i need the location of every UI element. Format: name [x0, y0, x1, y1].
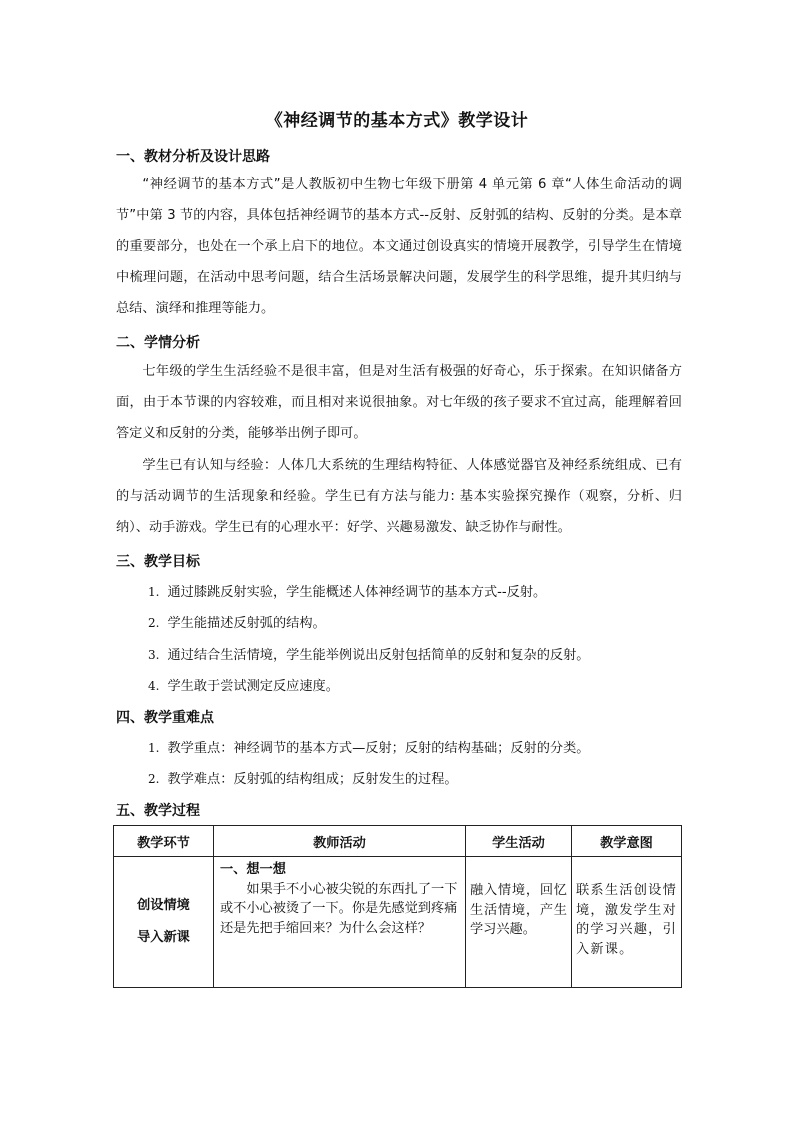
objective-item — [148, 644, 589, 663]
section-heading-analysis: 一、教材分析及设计思路 — [116, 149, 270, 165]
stage-line: 创设情境 — [137, 898, 190, 913]
column-header-student: 学生活动 — [466, 826, 572, 857]
section-paragraph-learner-1: 七年级的学生生活经验不是很丰富，但是对生活有极强的好奇心，乐于探索。在知识储备方面，由于本节课的内容较难，而且相对来说很抽象。对七年级的孩子要求不宜过高，能理解着回答定义和反射的分类，能够举出例子即可。 — [116, 364, 682, 441]
objective-item — [148, 612, 326, 631]
key-point-item — [148, 768, 458, 787]
table-row — [114, 857, 682, 988]
objective-text: 通过结合生活情境，学生能举例说出反射包括简单的反射和复杂的反射。 — [167, 648, 590, 663]
table-header-row — [114, 826, 682, 857]
objective-text: 学生能描述反射弧的结构。 — [167, 616, 326, 631]
teacher-activity-subheading: 一、想一想 — [220, 862, 286, 877]
section-paragraph-learner-2: 学生已有认知与经验：人体几大系统的生理结构特征、人体感觉器官及神经系统组成、已有的与活动调节的生活现象和经验。学生已有方法与能力: 基本实验探究操作（观察，分析、归纳）、动手游戏。学生已有的心理水平：好学、兴趣易激发、缺乏协作与耐性。 — [116, 458, 682, 535]
stage-line: 导入新课 — [137, 930, 190, 945]
document-title: 《神经调节的基本方式》教学设计 — [265, 111, 529, 131]
section-heading-learner: 二、学情分析 — [116, 335, 200, 351]
objective-number: 2. — [148, 616, 160, 630]
key-point-text: 教学难点：反射弧的结构组成；反射发生的过程。 — [167, 772, 458, 787]
objective-item — [148, 675, 339, 694]
section-heading-objectives: 三、教学目标 — [116, 554, 200, 570]
student-activity-cell: 融入情境，回忆生活情境，产生学习兴趣。 — [466, 857, 572, 988]
column-header-teacher: 教师活动 — [214, 826, 466, 857]
column-header-intent: 教学意图 — [572, 826, 682, 857]
teaching-process-table — [113, 825, 682, 988]
key-point-text: 教学重点：神经调节的基本方式—反射；反射的结构基础；反射的分类。 — [167, 741, 590, 756]
teacher-activity-cell — [214, 857, 466, 988]
objective-text: 学生敢于尝试测定反应速度。 — [167, 679, 339, 694]
column-header-stage: 教学环节 — [114, 826, 214, 857]
objective-number: 4. — [148, 679, 160, 693]
teaching-intent-cell: 联系生活创设情境，激发学生对的学习兴趣，引入新课。 — [572, 857, 682, 988]
section-paragraph-analysis: “神经调节的基本方式”是人教版初中生物七年级下册第 4 单元第 6 章“人体生命活动的调节”中第 3 节的内容，具体包括神经调节的基本方式--反射、反射弧的结构、反射的分类。是本章的重要部分，也处在一个承上启下的地位。本文通过创设真实的情境开展教学，引导学生在情境中梳理问题，在活动中思考问题，结合生活场景解决问题，发展学生的科学思维，提升其归纳与总结、演绎和推理等能力。 — [116, 177, 682, 316]
key-point-number: 2. — [148, 772, 160, 786]
stage-cell — [114, 857, 214, 988]
key-point-number: 1. — [148, 741, 160, 755]
objective-text: 通过膝跳反射实验，学生能概述人体神经调节的基本方式--反射。 — [167, 585, 547, 600]
section-heading-process: 五、教学过程 — [116, 803, 200, 819]
teacher-activity-text: 如果手不小心被尖锐的东西扎了一下或不小心被烫了一下。你是先感觉到疼痛还是先把手缩回来？为什么会这样？ — [220, 881, 458, 936]
objective-number: 1. — [148, 585, 160, 599]
section-heading-key-points: 四、教学重难点 — [116, 710, 214, 726]
objective-number: 3. — [148, 648, 160, 662]
objective-item — [148, 581, 546, 600]
key-point-item — [148, 737, 589, 756]
